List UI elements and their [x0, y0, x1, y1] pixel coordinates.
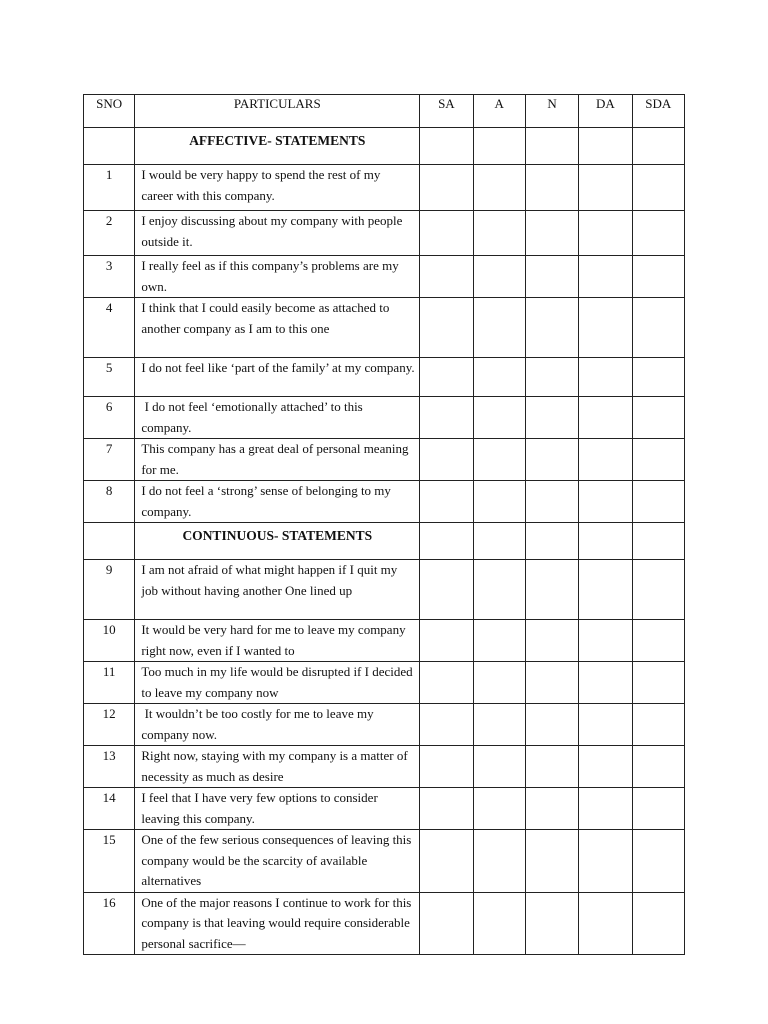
- statement-text: I do not feel a ‘strong’ sense of belonging to my company.: [135, 481, 420, 523]
- questionnaire-table: [83, 94, 685, 955]
- rating-cell-sda[interactable]: [632, 746, 684, 788]
- header-row: [84, 95, 685, 128]
- statement-row: [84, 439, 685, 481]
- rating-cell-sa[interactable]: [420, 788, 473, 830]
- statement-row: [84, 662, 685, 704]
- rating-cell-sda[interactable]: [632, 892, 684, 955]
- rating-cell-a[interactable]: [473, 358, 525, 397]
- rating-cell-n[interactable]: [525, 481, 578, 523]
- rating-cell-sda[interactable]: [632, 256, 684, 298]
- rating-cell-da[interactable]: [579, 560, 632, 620]
- section-sda-cell: [632, 128, 684, 165]
- rating-cell-da[interactable]: [579, 165, 632, 211]
- rating-cell-sda[interactable]: [632, 704, 684, 746]
- rating-cell-n[interactable]: [525, 439, 578, 481]
- rating-cell-a[interactable]: [473, 704, 525, 746]
- statement-text: I think that I could easily become as attached to another company as I am to this one: [135, 298, 420, 358]
- statement-text: I am not afraid of what might happen if I quit my job without having another One lined up: [135, 560, 420, 620]
- statement-number: 10: [84, 620, 135, 662]
- rating-cell-a[interactable]: [473, 788, 525, 830]
- rating-cell-sa[interactable]: [420, 256, 473, 298]
- rating-cell-da[interactable]: [579, 788, 632, 830]
- statement-text: I do not feel like ‘part of the family’ at my company.: [135, 358, 420, 397]
- rating-cell-a[interactable]: [473, 830, 525, 893]
- statement-number: 11: [84, 662, 135, 704]
- statement-number: 7: [84, 439, 135, 481]
- rating-cell-sa[interactable]: [420, 830, 473, 893]
- rating-cell-n[interactable]: [525, 397, 578, 439]
- rating-cell-sda[interactable]: [632, 298, 684, 358]
- rating-cell-sda[interactable]: [632, 788, 684, 830]
- rating-cell-a[interactable]: [473, 746, 525, 788]
- rating-cell-a[interactable]: [473, 662, 525, 704]
- rating-cell-sa[interactable]: [420, 560, 473, 620]
- header-n: N: [525, 95, 578, 128]
- rating-cell-a[interactable]: [473, 165, 525, 211]
- rating-cell-a[interactable]: [473, 397, 525, 439]
- rating-cell-da[interactable]: [579, 298, 632, 358]
- rating-cell-sa[interactable]: [420, 481, 473, 523]
- rating-cell-sda[interactable]: [632, 439, 684, 481]
- statement-number: 15: [84, 830, 135, 893]
- section-a-cell: [473, 128, 525, 165]
- rating-cell-da[interactable]: [579, 358, 632, 397]
- rating-cell-a[interactable]: [473, 439, 525, 481]
- section-n-cell: [525, 523, 578, 560]
- statement-number: 12: [84, 704, 135, 746]
- rating-cell-sa[interactable]: [420, 620, 473, 662]
- rating-cell-n[interactable]: [525, 830, 578, 893]
- section-sno-cell: [84, 523, 135, 560]
- rating-cell-n[interactable]: [525, 746, 578, 788]
- statement-number: 16: [84, 892, 135, 955]
- header-da: DA: [579, 95, 632, 128]
- statement-text: Too much in my life would be disrupted if I decided to leave my company now: [135, 662, 420, 704]
- statement-text: It wouldn’t be too costly for me to leave my company now.: [135, 704, 420, 746]
- statement-row: [84, 620, 685, 662]
- rating-cell-n[interactable]: [525, 788, 578, 830]
- statement-text: I do not feel ‘emotionally attached’ to this company.: [135, 397, 420, 439]
- statement-text: One of the few serious consequences of leaving this company would be the scarcity of available alternatives: [135, 830, 420, 893]
- rating-cell-da[interactable]: [579, 397, 632, 439]
- statement-row: [84, 165, 685, 211]
- rating-cell-sa[interactable]: [420, 298, 473, 358]
- statement-text: This company has a great deal of personal meaning for me.: [135, 439, 420, 481]
- rating-cell-sa[interactable]: [420, 439, 473, 481]
- rating-cell-a[interactable]: [473, 560, 525, 620]
- statement-row: [84, 892, 685, 955]
- section-header-row: [84, 128, 685, 165]
- rating-cell-n[interactable]: [525, 165, 578, 211]
- statement-row: [84, 788, 685, 830]
- rating-cell-sa[interactable]: [420, 397, 473, 439]
- rating-cell-sda[interactable]: [632, 358, 684, 397]
- rating-cell-da[interactable]: [579, 746, 632, 788]
- header-sno: SNO: [84, 95, 135, 128]
- rating-cell-n[interactable]: [525, 358, 578, 397]
- statement-row: [84, 704, 685, 746]
- rating-cell-sa[interactable]: [420, 662, 473, 704]
- statement-number: 8: [84, 481, 135, 523]
- statement-row: [84, 358, 685, 397]
- section-sa-cell: [420, 128, 473, 165]
- rating-cell-da[interactable]: [579, 439, 632, 481]
- rating-cell-sda[interactable]: [632, 830, 684, 893]
- rating-cell-sa[interactable]: [420, 211, 473, 256]
- rating-cell-a[interactable]: [473, 620, 525, 662]
- header-sda: SDA: [632, 95, 684, 128]
- statement-text: I enjoy discussing about my company with people outside it.: [135, 211, 420, 256]
- statement-number: 9: [84, 560, 135, 620]
- rating-cell-da[interactable]: [579, 620, 632, 662]
- section-sda-cell: [632, 523, 684, 560]
- statement-text: I really feel as if this company’s problems are my own.: [135, 256, 420, 298]
- rating-cell-sda[interactable]: [632, 481, 684, 523]
- statement-row: [84, 746, 685, 788]
- section-sa-cell: [420, 523, 473, 560]
- rating-cell-a[interactable]: [473, 481, 525, 523]
- rating-cell-sa[interactable]: [420, 704, 473, 746]
- rating-cell-sda[interactable]: [632, 397, 684, 439]
- rating-cell-n[interactable]: [525, 256, 578, 298]
- statement-text: It would be very hard for me to leave my company right now, even if I wanted to: [135, 620, 420, 662]
- statement-text: One of the major reasons I continue to work for this company is that leaving would require considerable personal sacrifice—: [135, 892, 420, 955]
- statement-row: [84, 481, 685, 523]
- statement-number: 13: [84, 746, 135, 788]
- section-title: AFFECTIVE- STATEMENTS: [135, 128, 420, 165]
- statement-row: [84, 560, 685, 620]
- rating-cell-n[interactable]: [525, 560, 578, 620]
- rating-cell-sda[interactable]: [632, 662, 684, 704]
- rating-cell-da[interactable]: [579, 830, 632, 893]
- rating-cell-da[interactable]: [579, 892, 632, 955]
- rating-cell-sda[interactable]: [632, 560, 684, 620]
- statement-row: [84, 298, 685, 358]
- statement-text: I would be very happy to spend the rest of my career with this company.: [135, 165, 420, 211]
- rating-cell-n[interactable]: [525, 662, 578, 704]
- statement-number: 5: [84, 358, 135, 397]
- statement-number: 6: [84, 397, 135, 439]
- rating-cell-n[interactable]: [525, 892, 578, 955]
- rating-cell-sa[interactable]: [420, 165, 473, 211]
- statement-text: Right now, staying with my company is a matter of necessity as much as desire: [135, 746, 420, 788]
- statement-number: 14: [84, 788, 135, 830]
- header-sa: SA: [420, 95, 473, 128]
- statement-number: 1: [84, 165, 135, 211]
- section-sno-cell: [84, 128, 135, 165]
- section-da-cell: [579, 523, 632, 560]
- header-a: A: [473, 95, 525, 128]
- rating-cell-n[interactable]: [525, 298, 578, 358]
- statement-row: [84, 830, 685, 893]
- statement-row: [84, 256, 685, 298]
- statement-text: I feel that I have very few options to consider leaving this company.: [135, 788, 420, 830]
- statement-number: 3: [84, 256, 135, 298]
- section-n-cell: [525, 128, 578, 165]
- section-da-cell: [579, 128, 632, 165]
- section-title: CONTINUOUS- STATEMENTS: [135, 523, 420, 560]
- header-particulars: PARTICULARS: [135, 95, 420, 128]
- rating-cell-da[interactable]: [579, 662, 632, 704]
- rating-cell-da[interactable]: [579, 211, 632, 256]
- rating-cell-da[interactable]: [579, 256, 632, 298]
- statement-row: [84, 211, 685, 256]
- rating-cell-sa[interactable]: [420, 746, 473, 788]
- section-a-cell: [473, 523, 525, 560]
- rating-cell-sa[interactable]: [420, 358, 473, 397]
- rating-cell-sda[interactable]: [632, 620, 684, 662]
- rating-cell-sa[interactable]: [420, 892, 473, 955]
- rating-cell-n[interactable]: [525, 211, 578, 256]
- rating-cell-a[interactable]: [473, 892, 525, 955]
- rating-cell-a[interactable]: [473, 256, 525, 298]
- statement-number: 2: [84, 211, 135, 256]
- rating-cell-da[interactable]: [579, 481, 632, 523]
- rating-cell-da[interactable]: [579, 704, 632, 746]
- statement-row: [84, 397, 685, 439]
- rating-cell-n[interactable]: [525, 620, 578, 662]
- rating-cell-a[interactable]: [473, 298, 525, 358]
- rating-cell-sda[interactable]: [632, 211, 684, 256]
- section-header-row: [84, 523, 685, 560]
- rating-cell-a[interactable]: [473, 211, 525, 256]
- rating-cell-sda[interactable]: [632, 165, 684, 211]
- statement-number: 4: [84, 298, 135, 358]
- rating-cell-n[interactable]: [525, 704, 578, 746]
